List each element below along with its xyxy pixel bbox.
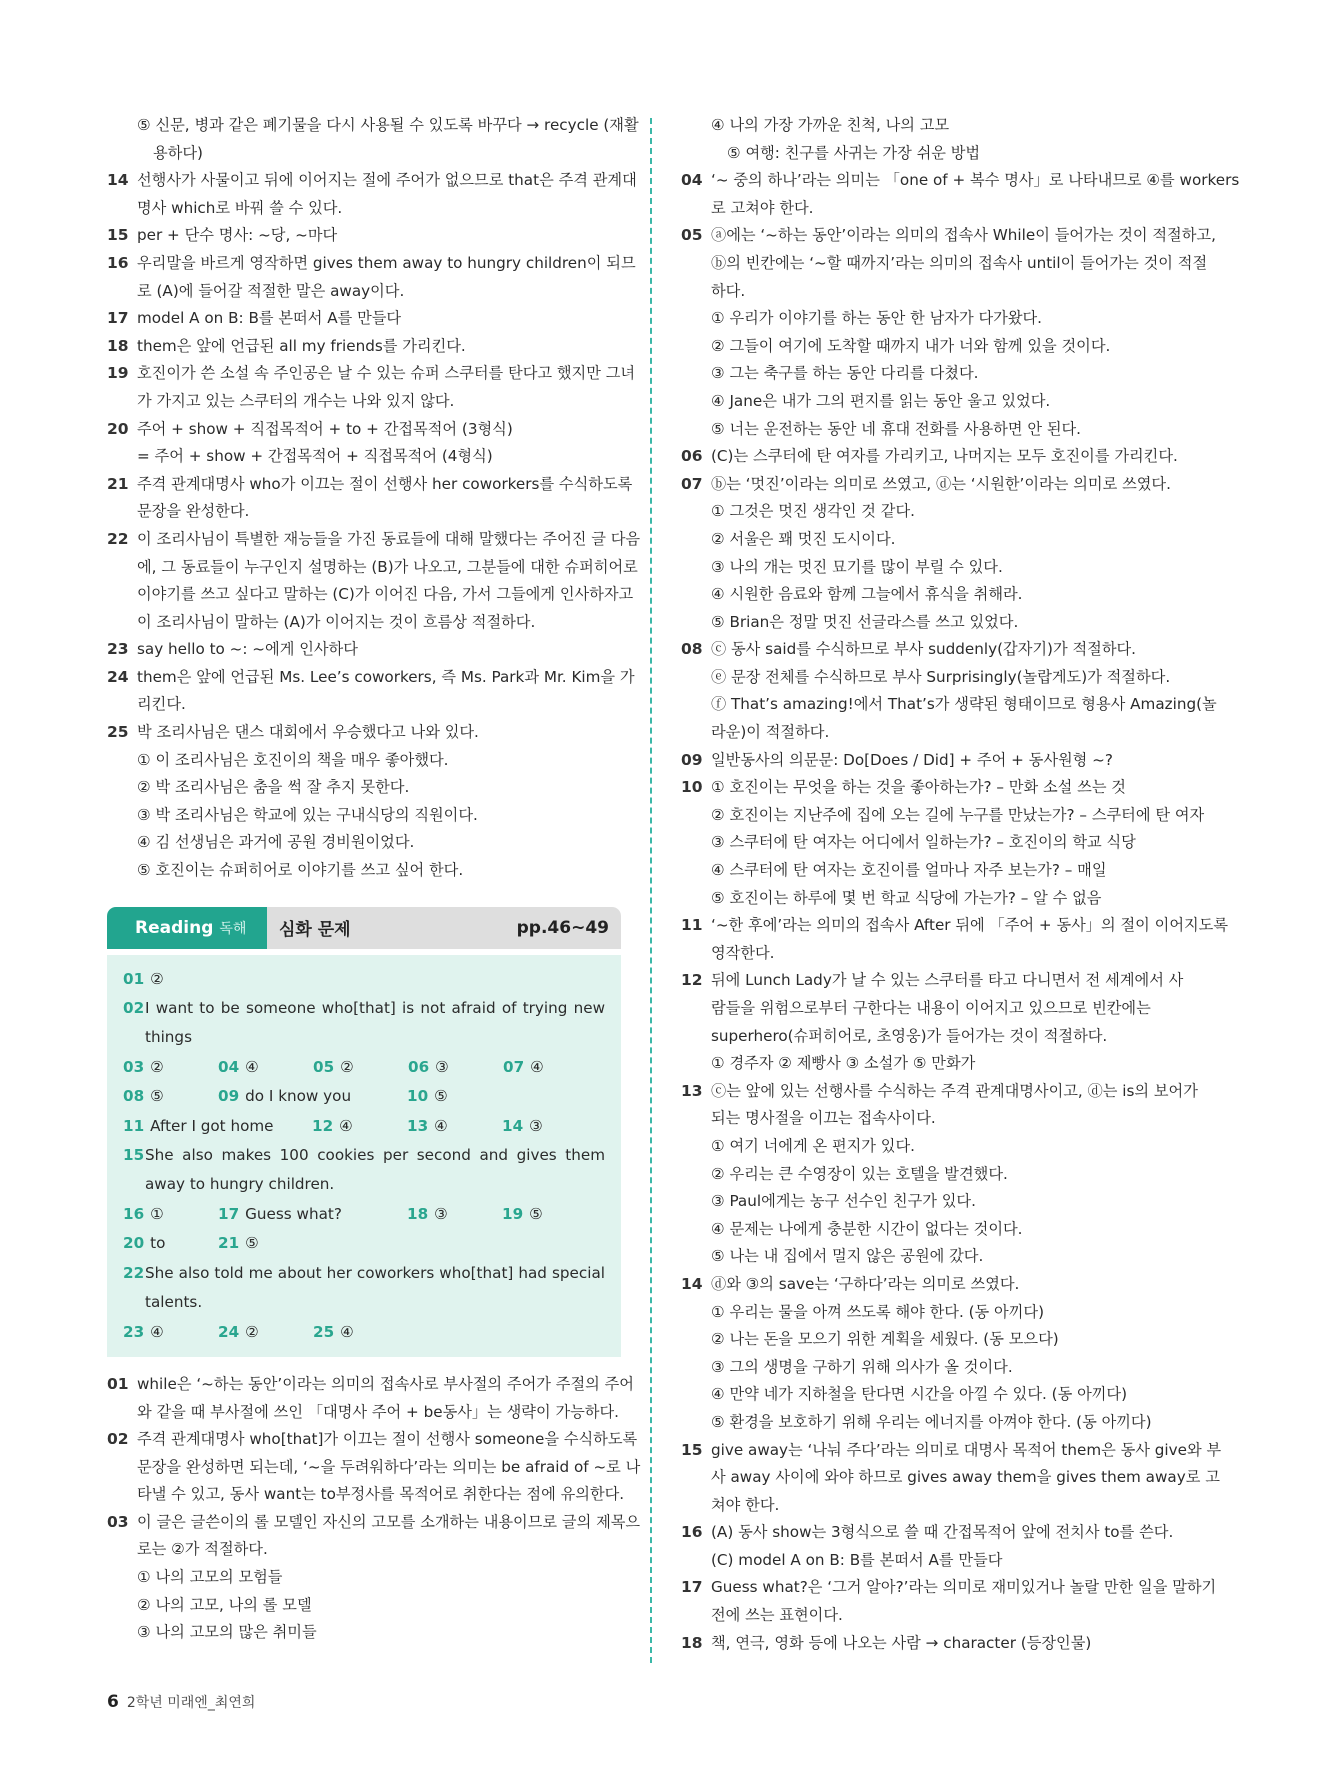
- explanation-line: ④ 문제는 나에게 충분한 시간이 없다는 것이다.: [711, 1219, 1023, 1238]
- item-number: 09: [681, 750, 703, 769]
- item-body: [137, 167, 637, 222]
- answer-number: 25: [313, 1322, 335, 1341]
- explanation-line: 이 조리사님이 말하는 (A)가 이어지는 것이 흐름상 적절하다.: [137, 612, 536, 631]
- item-number: 12: [681, 971, 703, 990]
- answer-value: She also told me about her coworkers who[that] had special talents.: [145, 1263, 605, 1312]
- answer-number: 19: [502, 1204, 524, 1223]
- answer-value: ②: [150, 969, 164, 988]
- explanation-item: [681, 636, 1217, 746]
- item-number: 18: [681, 1633, 703, 1652]
- item-body: [137, 360, 635, 415]
- explanation-line: 타낼 수 있고, 동사 want는 to부정사를 목적어로 취한다는 점에 유의한다.: [137, 1485, 625, 1504]
- explanation-line: 라운)이 적절하다.: [711, 723, 830, 742]
- explanation-item: [107, 471, 633, 526]
- answer-cell: [218, 1082, 407, 1111]
- answer-value: ④: [245, 1057, 259, 1076]
- explanation-line: 선행사가 사물이고 뒤에 이어지는 절에 주어가 없으므로 that은 주격 관계대: [137, 171, 637, 190]
- explanation-line: ② 호진이는 지난주에 집에 오는 길에 누구를 만났는가? – 스쿠터에 탄 여자: [711, 805, 1205, 824]
- explanation-item: [107, 664, 635, 719]
- item-body: [137, 664, 635, 719]
- item-body: [137, 333, 621, 361]
- explanation-line: 주격 관계대명사 who[that]가 이끄는 절이 선행사 someone을 수식하도록: [137, 1430, 638, 1449]
- answer-box-header: [107, 907, 621, 949]
- answer-cell: [123, 1200, 218, 1229]
- answer-value: ③: [529, 1116, 543, 1135]
- explanation-item: [107, 305, 621, 333]
- explanation-item: [681, 1630, 1209, 1658]
- answer-cell: [313, 1318, 408, 1347]
- explanation-line: 람들을 위험으로부터 구한다는 내용이 이어지고 있으므로 빈칸에는: [711, 999, 1151, 1017]
- answer-row: [123, 1082, 605, 1111]
- explanation-line: = 주어 + show + 간접목적어 + 직접목적어 (4형식): [137, 447, 493, 466]
- item-body: [711, 1519, 1209, 1574]
- explanation-line: 주격 관계대명사 who가 이끄는 절이 선행사 her coworkers를 수식하도록: [137, 474, 633, 493]
- explanation-line: ③ 나의 고모의 많은 취미들: [137, 1623, 317, 1642]
- explanation-line: ① 경주자 ② 제빵사 ③ 소설가 ⑤ 만화가: [711, 1054, 976, 1073]
- explanation-item: [681, 967, 1209, 1077]
- answer-number: 12: [312, 1116, 334, 1135]
- item-body: [137, 636, 621, 664]
- item-number: 03: [107, 1512, 129, 1531]
- item-body: [711, 471, 1209, 637]
- explanation-item: [681, 443, 1209, 471]
- item-body: [711, 1574, 1216, 1629]
- explanation-line: model A on B: B를 본떠서 A를 만들다: [137, 309, 402, 328]
- item-number: 17: [681, 1578, 703, 1597]
- explanation-line: ② 박 조리사님은 춤을 썩 잘 추지 못한다.: [137, 778, 410, 797]
- answer-cell: [503, 1053, 598, 1082]
- item-body: [137, 1371, 634, 1426]
- answer-number: 11: [123, 1116, 145, 1135]
- item-body: [711, 636, 1217, 746]
- explanation-line: 되는 명사절을 이끄는 접속사이다.: [711, 1109, 936, 1128]
- answer-value: ④: [340, 1322, 354, 1341]
- continued-explanation: [681, 112, 1209, 167]
- explanation-line: ① 여기 너에게 온 편지가 있다.: [711, 1136, 915, 1155]
- explanation-line: 로 (A)에 들어갈 적절한 말은 away이다.: [137, 281, 405, 300]
- answer-number: 01: [123, 969, 145, 988]
- page-number: 6: [107, 1692, 119, 1712]
- answer-cell: [123, 1318, 218, 1347]
- answer-cell: [408, 1053, 503, 1082]
- explanation-line: while은 ‘~하는 동안’이라는 의미의 접속사로 부사절의 주어가 주절의 주어: [137, 1374, 634, 1393]
- item-body: [711, 222, 1216, 443]
- explanation-item: [107, 1371, 634, 1426]
- explanation-item: [681, 774, 1209, 912]
- answer-number: 23: [123, 1322, 145, 1341]
- explanation-line: ④ Jane은 내가 그의 편지를 읽는 동안 울고 있었다.: [711, 391, 1051, 410]
- item-number: 21: [107, 474, 129, 493]
- explanation-line: ③ 그는 축구를 하는 동안 다리를 다쳤다.: [711, 364, 979, 383]
- answer-cell: [123, 1082, 218, 1111]
- explanation-line: 와 같을 때 부사절에 쓰인 「대명사 주어 + be동사」는 생략이 가능하다.: [137, 1402, 619, 1421]
- explanation-line: 명사 which로 바꿔 쓸 수 있다.: [137, 198, 343, 217]
- answer-value: She also makes 100 cookies per second and gives them away to hungry children.: [145, 1146, 605, 1194]
- page-range: pp.46~49: [516, 917, 609, 938]
- explanation-item: [681, 1271, 1209, 1437]
- item-number: 25: [107, 723, 129, 742]
- explanation-line: ① 호진이는 무엇을 하는 것을 좋아하는가? – 만화 소설 쓰는 것: [711, 778, 1126, 797]
- answer-cell: [313, 1053, 408, 1082]
- item-number: 20: [107, 419, 129, 438]
- answer-cell: [407, 1112, 502, 1141]
- answer-cell: [502, 1200, 597, 1229]
- answer-cell: [218, 1053, 313, 1082]
- explanation-item: [107, 250, 636, 305]
- answer-number: 18: [407, 1204, 429, 1223]
- item-body: [711, 774, 1209, 912]
- explanation-line: ③ 그의 생명을 구하기 위해 의사가 올 것이다.: [711, 1357, 1013, 1376]
- answer-number: 21: [218, 1234, 240, 1253]
- item-number: 13: [681, 1081, 703, 1100]
- explanation-line: 일반동사의 의문문: Do[Does / Did] + 주어 + 동사원형 ~?: [711, 750, 1113, 769]
- answer-cell: [123, 1053, 218, 1082]
- answer-value: ③: [435, 1057, 449, 1076]
- explanation-item: [681, 1519, 1209, 1574]
- explanation-line: ⑤ Brian은 정말 멋진 선글라스를 쓰고 있었다.: [711, 612, 1019, 631]
- explanation-item: [107, 167, 637, 222]
- item-body: [711, 912, 1228, 967]
- answer-number: 08: [123, 1087, 145, 1106]
- explanation-item: [681, 912, 1229, 967]
- item-body: [137, 471, 632, 526]
- item-number: 22: [107, 529, 129, 548]
- explanation-line: 하다.: [711, 281, 746, 300]
- item-number: 17: [107, 309, 129, 328]
- explanation-line: ④ 만약 네가 지하철을 탄다면 시간을 아낄 수 있다. (동 아끼다): [711, 1385, 1128, 1404]
- answer-value: I want to be someone who[that] is not afraid of trying new things: [145, 999, 605, 1047]
- explanation-line: ⑤ 여행: 친구를 사귀는 가장 쉬운 방법: [727, 143, 981, 162]
- explanation-item: [107, 416, 621, 471]
- item-number: 07: [681, 474, 703, 493]
- item-body: [711, 167, 1239, 222]
- item-body: [711, 1630, 1209, 1658]
- answer-number: 04: [218, 1057, 240, 1076]
- explanation-line: ③ Paul에게는 농구 선수인 친구가 있다.: [711, 1192, 976, 1211]
- answer-number: 09: [218, 1087, 240, 1106]
- answer-number: 03: [123, 1057, 145, 1076]
- item-number: 16: [681, 1523, 703, 1542]
- explanation-line: 책, 연극, 영화 등에 나오는 사람 → character (등장인물): [711, 1633, 1092, 1652]
- explanation-line: 전에 쓰는 표현이다.: [711, 1606, 843, 1625]
- answer-value: Guess what?: [245, 1204, 342, 1223]
- explanation-line: ‘~ 중의 하나’라는 의미는 「one of + 복수 명사」로 나타내므로 ④를 workers: [711, 171, 1240, 190]
- explanation-line: ⑤ 나는 내 집에서 멀지 않은 공원에 갔다.: [711, 1247, 984, 1266]
- explanation-line: 로 고쳐야 한다.: [711, 198, 814, 217]
- answer-number: 24: [218, 1322, 240, 1341]
- explanation-line: ⑤ 신문, 병과 같은 폐기물을 다시 사용될 수 있도록 바꾸다 → recycle (재활: [137, 116, 639, 134]
- explanations-section: [107, 1371, 641, 1647]
- explanation-line: 로는 ②가 적절하다.: [137, 1540, 268, 1559]
- explanation-item: [681, 167, 1240, 222]
- explanation-line: 주어 + show + 직접목적어 + to + 간접목적어 (3형식): [137, 419, 513, 438]
- answer-value: ①: [150, 1204, 164, 1223]
- answer-number: 14: [502, 1116, 524, 1135]
- item-number: 15: [681, 1440, 703, 1459]
- item-number: 23: [107, 640, 129, 659]
- explanation-line: give away는 ‘나눠 주다’라는 의미로 대명사 목적어 them은 동사 give와 부: [711, 1440, 1222, 1459]
- answer-value: ②: [245, 1322, 259, 1341]
- explanation-line: ⓕ That’s amazing!에서 That’s가 생략된 형태이므로 형용사 Amazing(놀: [711, 695, 1217, 714]
- explanation-line: 우리말을 바르게 영작하면 gives them away to hungry children이 되므: [137, 253, 636, 272]
- answer-cell: [407, 1082, 502, 1111]
- answer-cell: [123, 1112, 312, 1141]
- item-number: 02: [107, 1430, 129, 1449]
- explanation-item: [107, 333, 621, 361]
- item-number: 16: [107, 253, 129, 272]
- item-body: [711, 443, 1209, 471]
- explanation-item: [681, 471, 1209, 637]
- explanation-item: [107, 1509, 641, 1647]
- answer-cell: [218, 1229, 313, 1258]
- item-body: [137, 250, 636, 305]
- answer-value: to: [150, 1234, 166, 1253]
- explanation-line: ① 이 조리사님은 호진이의 책을 매우 좋아했다.: [137, 750, 449, 769]
- explanation-line: ① 그것은 멋진 생각인 것 같다.: [711, 502, 915, 521]
- answer-row: [123, 1318, 605, 1347]
- explanation-item: [681, 1574, 1217, 1629]
- item-body: [137, 1426, 640, 1509]
- answer-number: 22: [123, 1263, 145, 1282]
- answer-cell: [502, 1112, 597, 1141]
- answer-number: 10: [407, 1087, 429, 1106]
- item-body: [711, 112, 1209, 167]
- answer-row: [123, 1053, 605, 1082]
- answer-long: [123, 1141, 605, 1200]
- explanation-line: ② 그들이 여기에 도착할 때까지 내가 너와 함께 있을 것이다.: [711, 336, 1111, 355]
- answer-value: ④: [434, 1116, 448, 1135]
- answer-number: 13: [407, 1116, 429, 1135]
- explanation-line: ⓑ의 빈칸에는 ‘~할 때까지’라는 의미의 접속사 until이 들어가는 것이 적절: [711, 253, 1208, 272]
- explanation-item: [681, 1078, 1209, 1271]
- explanation-line: ④ 김 선생님은 과거에 공원 경비원이었다.: [137, 833, 415, 852]
- item-number: 11: [681, 916, 703, 935]
- explanation-line: 뒤에 Lunch Lady가 날 수 있는 스쿠터를 타고 다니면서 전 세계에서 사: [711, 971, 1184, 990]
- footer-text: 2학년 미래엔_최연희: [126, 1695, 256, 1711]
- box-title: [267, 907, 621, 949]
- explanation-item: [681, 1437, 1222, 1520]
- section-title: 심화 문제: [279, 920, 351, 941]
- explanation-item: [107, 719, 621, 885]
- explanation-line: 문장을 완성하면 되는데, ‘~을 두려워하다’라는 의미는 be afraid of ~로 나: [137, 1457, 641, 1476]
- answer-row: [123, 1229, 605, 1258]
- explanation-item: [107, 222, 621, 250]
- answer-row: [123, 965, 605, 994]
- explanation-line: 이 조리사님이 특별한 재능들을 가진 동료들에 대해 말했다는 주어진 글 다음: [137, 529, 641, 548]
- explanation-line: ⓓ와 ③의 save는 ‘구하다’라는 의미로 쓰였다.: [711, 1274, 1020, 1293]
- explanation-line: ① 나의 고모의 모험들: [137, 1568, 283, 1587]
- item-number: 08: [681, 640, 703, 659]
- answer-value: ②: [150, 1057, 164, 1076]
- explanation-item: [681, 222, 1216, 443]
- explanation-line: ⓑ는 ‘멋진’이라는 의미로 쓰였고, ⓓ는 ‘시원한’이라는 의미로 쓰였다.: [711, 474, 1171, 493]
- answer-value: ⑤: [529, 1204, 543, 1223]
- answer-row: [123, 1200, 605, 1229]
- reading-tag: [107, 907, 267, 949]
- explanation-line: 용하다): [153, 143, 203, 162]
- explanation-line: 리킨다.: [137, 695, 186, 714]
- answer-number: 02: [123, 999, 145, 1018]
- explanation-line: (C) model A on B: B를 본떠서 A를 만들다: [711, 1550, 1003, 1569]
- item-number: 06: [681, 447, 703, 466]
- item-body: [137, 305, 621, 333]
- item-body: [137, 112, 639, 167]
- item-number: 14: [107, 171, 129, 190]
- explanation-item: [107, 360, 636, 415]
- item-number: 05: [681, 226, 703, 245]
- answer-value: ⑤: [150, 1087, 164, 1106]
- item-body: [711, 967, 1209, 1077]
- left-column: [107, 112, 641, 1647]
- explanation-item: [107, 526, 641, 636]
- explanation-line: ④ 나의 가장 가까운 친척, 나의 고모: [711, 116, 950, 134]
- item-body: [137, 526, 640, 636]
- explanation-line: 호진이가 쓴 소설 속 주인공은 날 수 있는 슈퍼 스쿠터를 탄다고 했지만 그녀: [137, 364, 636, 383]
- explanation-line: 이야기를 쓰고 싶다고 말하는 (C)가 이어진 다음, 가서 그들에게 인사하자고: [137, 585, 634, 604]
- explanation-line: (A) 동사 show는 3형식으로 쓸 때 간접목적어 앞에 전치사 to를 쓴다.: [711, 1523, 1174, 1542]
- item-body: [711, 747, 1209, 775]
- reading-sublabel: 독해: [219, 920, 247, 937]
- explanation-item: [107, 636, 621, 664]
- right-column: [681, 112, 1240, 1657]
- continued-explanation: [107, 112, 639, 167]
- explanation-line: them은 앞에 언급된 all my friends를 가리킨다.: [137, 336, 466, 355]
- answer-value: ④: [150, 1322, 164, 1341]
- item-number: 04: [681, 171, 703, 190]
- explanation-item: [107, 1426, 641, 1509]
- explanation-line: say hello to ~: ~에게 인사하다: [137, 640, 358, 659]
- answer-number: 16: [123, 1204, 145, 1223]
- explanation-line: ‘~한 후에’라는 의미의 접속사 After 뒤에 「주어 + 동사」의 절이 이어지도록: [711, 916, 1229, 935]
- explanation-line: ③ 스쿠터에 탄 여자는 어디에서 일하는가? – 호진이의 학교 식당: [711, 833, 1136, 852]
- item-number-spacer: [107, 112, 137, 167]
- answer-long: [123, 994, 605, 1053]
- explanation-line: ④ 스쿠터에 탄 여자는 호진이를 얼마나 자주 보는가? – 매일: [711, 861, 1107, 880]
- answer-value: ④: [530, 1057, 544, 1076]
- answer-number: 15: [123, 1146, 145, 1165]
- answer-cell: [218, 1318, 313, 1347]
- explanation-line: ⑤ 호진이는 하루에 몇 번 학교 식당에 가는가? – 알 수 없음: [711, 888, 1102, 907]
- item-number: 01: [107, 1374, 129, 1393]
- explanation-line: ② 우리는 큰 수영장이 있는 호텔을 발견했다.: [711, 1164, 1008, 1183]
- reading-label: Reading: [135, 917, 214, 938]
- explanation-line: 영작한다.: [711, 943, 775, 962]
- answer-key: [107, 955, 621, 1357]
- item-number: 14: [681, 1274, 703, 1293]
- answer-value: ⑤: [434, 1087, 448, 1106]
- explanation-line: ⓐ에는 ‘~하는 동안’이라는 의미의 접속사 While이 들어가는 것이 적절하고,: [711, 226, 1216, 245]
- column-divider: [650, 118, 652, 1663]
- explanation-line: 이 글은 글쓴이의 롤 모델인 자신의 고모를 소개하는 내용이므로 글의 제목으: [137, 1512, 641, 1531]
- explanation-line: 에, 그 동료들이 누구인지 설명하는 (B)가 나오고, 그분들에 대한 슈퍼히어로: [137, 557, 638, 576]
- explanation-line: ⓒ는 앞에 있는 선행사를 수식하는 주격 관계대명사이고, ⓓ는 is의 보어가: [711, 1081, 1198, 1100]
- explanation-line: them은 앞에 언급된 Ms. Lee’s coworkers, 즉 Ms. Park과 Mr. Kim을 가: [137, 667, 635, 686]
- explanation-item: [681, 747, 1209, 775]
- explanation-line: 사 away 사이에 와야 하므로 gives away them을 gives them away로 고: [711, 1468, 1220, 1487]
- item-body: [711, 1271, 1209, 1437]
- answer-value: do I know you: [245, 1087, 352, 1106]
- explanation-line: ① 우리는 물을 아껴 쓰도록 해야 한다. (동 아끼다): [711, 1302, 1044, 1321]
- answer-value: ③: [434, 1204, 448, 1223]
- item-number: 19: [107, 364, 129, 383]
- answer-value: ②: [340, 1057, 354, 1076]
- answer-cell: [123, 965, 218, 994]
- answer-value: After I got home: [150, 1116, 274, 1135]
- answer-long: [123, 1259, 605, 1318]
- answer-number: 06: [408, 1057, 430, 1076]
- answer-cell: [312, 1112, 407, 1141]
- explanation-line: ③ 박 조리사님은 학교에 있는 구내식당의 직원이다.: [137, 805, 478, 824]
- item-body: [711, 1078, 1209, 1271]
- answer-cell: [123, 1229, 218, 1258]
- explanation-line: 박 조리사님은 댄스 대회에서 우승했다고 나와 있다.: [137, 723, 479, 742]
- item-number-spacer: [681, 112, 711, 167]
- explanation-line: ⑤ 환경을 보호하기 위해 우리는 에너지를 아껴야 한다. (동 아끼다): [711, 1412, 1152, 1431]
- answer-row: [123, 1112, 605, 1141]
- explanation-line: ④ 시원한 음료와 함께 그늘에서 휴식을 취해라.: [711, 585, 1023, 604]
- answer-value: ⑤: [245, 1234, 259, 1253]
- item-number: 15: [107, 226, 129, 245]
- answer-value: ④: [339, 1116, 353, 1135]
- explanation-line: ⑤ 너는 운전하는 동안 네 휴대 전화를 사용하면 안 된다.: [711, 419, 1081, 438]
- explanation-line: ② 서울은 꽤 멋진 도시이다.: [711, 529, 896, 548]
- explanation-line: ① 우리가 이야기를 하는 동안 한 남자가 다가왔다.: [711, 309, 1042, 328]
- explanation-line: superhero(슈퍼히어로, 초영웅)가 들어가는 것이 적절하다.: [711, 1026, 1108, 1045]
- page-footer: [107, 1692, 255, 1712]
- item-number: 18: [107, 336, 129, 355]
- answer-number: 17: [218, 1204, 240, 1223]
- explanation-line: ③ 나의 개는 멋진 묘기를 많이 부릴 수 있다.: [711, 557, 1003, 576]
- answer-number: 07: [503, 1057, 525, 1076]
- item-number: 10: [681, 778, 703, 797]
- explanation-line: ⑤ 호진이는 슈퍼히어로 이야기를 쓰고 싶어 한다.: [137, 861, 464, 880]
- item-body: [137, 1509, 640, 1647]
- explanation-line: ⓒ 동사 said를 수식하므로 부사 suddenly(갑자기)가 적절하다.: [711, 640, 1136, 659]
- explanation-line: 쳐야 한다.: [711, 1495, 780, 1514]
- explanation-line: per + 단수 명사: ~당, ~마다: [137, 226, 338, 245]
- item-body: [137, 719, 621, 885]
- answer-number: 05: [313, 1057, 335, 1076]
- explanation-line: (C)는 스쿠터에 탄 여자를 가리키고, 나머지는 모두 호진이를 가리킨다.: [711, 447, 1178, 466]
- answer-cell: [407, 1200, 502, 1229]
- explanation-line: 문장을 완성한다.: [137, 502, 250, 521]
- explanation-line: Guess what?은 ‘그거 알아?’라는 의미로 재미있거나 놀랄 만한 일을 말하기: [711, 1578, 1217, 1597]
- item-body: [137, 222, 621, 250]
- answer-cell: [218, 1200, 407, 1229]
- item-body: [711, 1437, 1221, 1520]
- item-number: 24: [107, 667, 129, 686]
- explanation-line: 가 가지고 있는 스쿠터의 개수는 나와 있지 않다.: [137, 391, 455, 410]
- answer-number: 20: [123, 1234, 145, 1253]
- explanation-line: ② 나의 고모, 나의 롤 모델: [137, 1595, 312, 1614]
- explanation-line: ② 나는 돈을 모으기 위한 계획을 세웠다. (동 모으다): [711, 1330, 1059, 1349]
- item-body: [137, 416, 621, 471]
- explanation-line: ⓔ 문장 전체를 수식하므로 부사 Surprisingly(놀랍게도)가 적절하다.: [711, 667, 1171, 686]
